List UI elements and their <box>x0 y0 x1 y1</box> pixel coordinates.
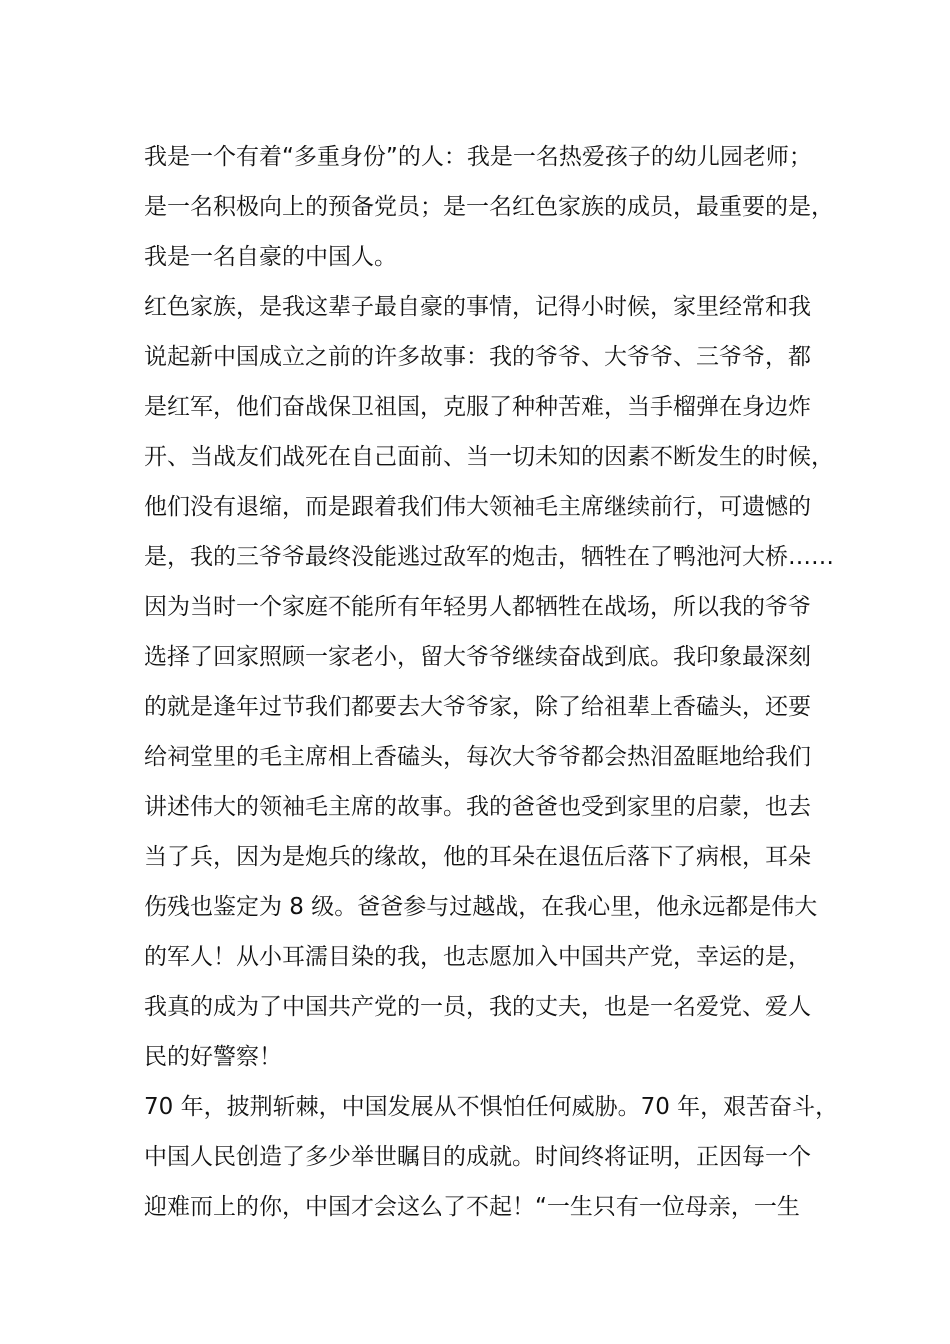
text-line: 他们没有退缩，而是跟着我们伟大领袖毛主席继续前行，可遗憾的 <box>144 494 811 520</box>
paragraph-seventy-years <box>144 1082 839 1232</box>
text-line: 70 年，披荆斩棘，中国发展从不惧怕任何威胁。70 年，艰苦奋斗， <box>144 1094 839 1120</box>
text-line: 当了兵，因为是炮兵的缘故，他的耳朵在退伍后落下了病根，耳朵 <box>144 844 811 870</box>
text-line: 是，我的三爷爷最终没能逃过敌军的炮击，牺牲在了鸭池河大桥…… <box>144 544 834 570</box>
text-line: 说起新中国成立之前的许多故事：我的爷爷、大爷爷、三爷爷，都 <box>144 344 811 370</box>
text-line: 迎难而上的你，中国才会这么了不起！“一生只有一位母亲，一生 <box>144 1194 800 1220</box>
text-line: 中国人民创造了多少举世瞩目的成就。时间终将证明，正因每一个 <box>144 1144 811 1170</box>
text-line: 我是一个有着“多重身份”的人：我是一名热爱孩子的幼儿园老师； <box>144 144 812 170</box>
paragraph-identity <box>144 132 834 282</box>
text-line: 给祠堂里的毛主席相上香磕头，每次大爷爷都会热泪盈眶地给我们 <box>144 744 811 770</box>
text-line: 的军人！从小耳濡目染的我，也志愿加入中国共产党，幸运的是， <box>144 944 811 970</box>
text-line: 因为当时一个家庭不能所有年轻男人都牺牲在战场，所以我的爷爷 <box>144 594 811 620</box>
text-line: 是一名积极向上的预备党员；是一名红色家族的成员，最重要的是， <box>144 194 834 220</box>
text-line: 开、当战友们战死在自己面前、当一切未知的因素不断发生的时候， <box>144 444 834 470</box>
paragraph-red-family <box>144 282 834 1082</box>
document-body <box>144 132 839 1232</box>
text-line: 我真的成为了中国共产党的一员，我的丈夫，也是一名爱党、爱人 <box>144 994 811 1020</box>
text-line: 伤残也鉴定为 8 级。爸爸参与过越战，在我心里，他永远都是伟大 <box>144 894 818 920</box>
text-line: 选择了回家照顾一家老小，留大爷爷继续奋战到底。我印象最深刻 <box>144 644 811 670</box>
text-line: 红色家族，是我这辈子最自豪的事情，记得小时候，家里经常和我 <box>144 294 811 320</box>
text-line: 民的好警察！ <box>144 1044 282 1070</box>
text-line: 是红军，他们奋战保卫祖国，克服了种种苦难，当手榴弹在身边炸 <box>144 394 811 420</box>
text-line: 讲述伟大的领袖毛主席的故事。我的爸爸也受到家里的启蒙，也去 <box>144 794 811 820</box>
text-line: 的就是逢年过节我们都要去大爷爷家，除了给祖辈上香磕头，还要 <box>144 694 811 720</box>
text-line: 我是一名自豪的中国人。 <box>144 244 397 270</box>
